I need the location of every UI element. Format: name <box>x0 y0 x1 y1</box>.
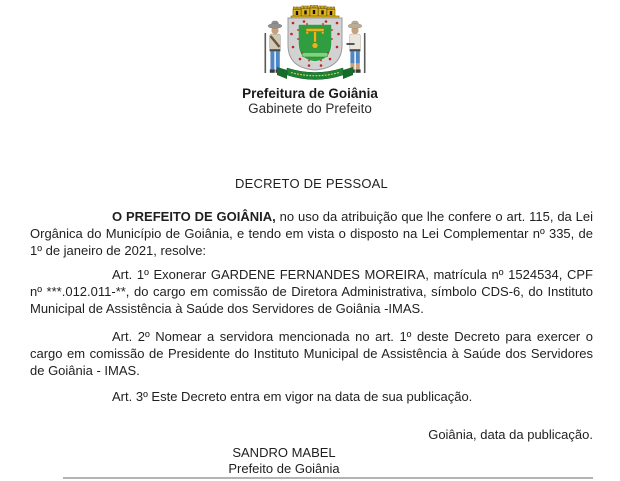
paragraph-preamble <box>30 208 593 259</box>
paragraph-art-2 <box>30 328 593 379</box>
art-2-text: Art. 2º Nomear a servidora mencionada no art. 1º deste Decreto para exercer o cargo em comissão de Presidente do Instituto Municipal de Assistência à Saúde dos Servidores de Goiânia - IMAS. <box>30 329 593 378</box>
signature-block <box>30 445 593 477</box>
paragraph-art-1 <box>30 266 593 317</box>
organization-name: Prefeitura de Goiânia <box>242 86 378 101</box>
preamble-lead: O PREFEITO DE GOIÂNIA, <box>112 209 276 224</box>
document-title: DECRETO DE PESSOAL <box>235 176 388 191</box>
signatory-name: SANDRO MABEL <box>232 445 336 460</box>
document-body <box>0 175 620 477</box>
art-3-text: Art. 3º Este Decreto entra em vigor na data de sua publicação. <box>112 389 473 404</box>
date-line: Goiânia, data da publicação. <box>428 427 593 442</box>
art-1-text: Art. 1º Exonerar GARDENE FERNANDES MOREIRA, matrícula nº 1524534, CPF nº ***.012.011-**, do cargo em comissão de Diretora Administrativa, símbolo CDS-6, do Instituto Municipal de Assistência à Saúde dos Servidores de Goiânia -IMAS. <box>30 267 593 316</box>
paragraph-art-3 <box>30 388 593 405</box>
department-name: Gabinete do Prefeito <box>248 101 372 116</box>
preamble-text: no uso da atribuição que lhe confere o art. 115, da Lei Orgânica do Município de Goiânia, e tendo em vista o disposto na Lei Complementar nº 335, de 1º de janeiro de 2021, resolve: <box>30 209 593 258</box>
signatory-title: Prefeito de Goiânia <box>228 461 340 476</box>
bottom-divider <box>63 477 593 479</box>
goiania-coat-of-arms-icon <box>262 5 368 83</box>
